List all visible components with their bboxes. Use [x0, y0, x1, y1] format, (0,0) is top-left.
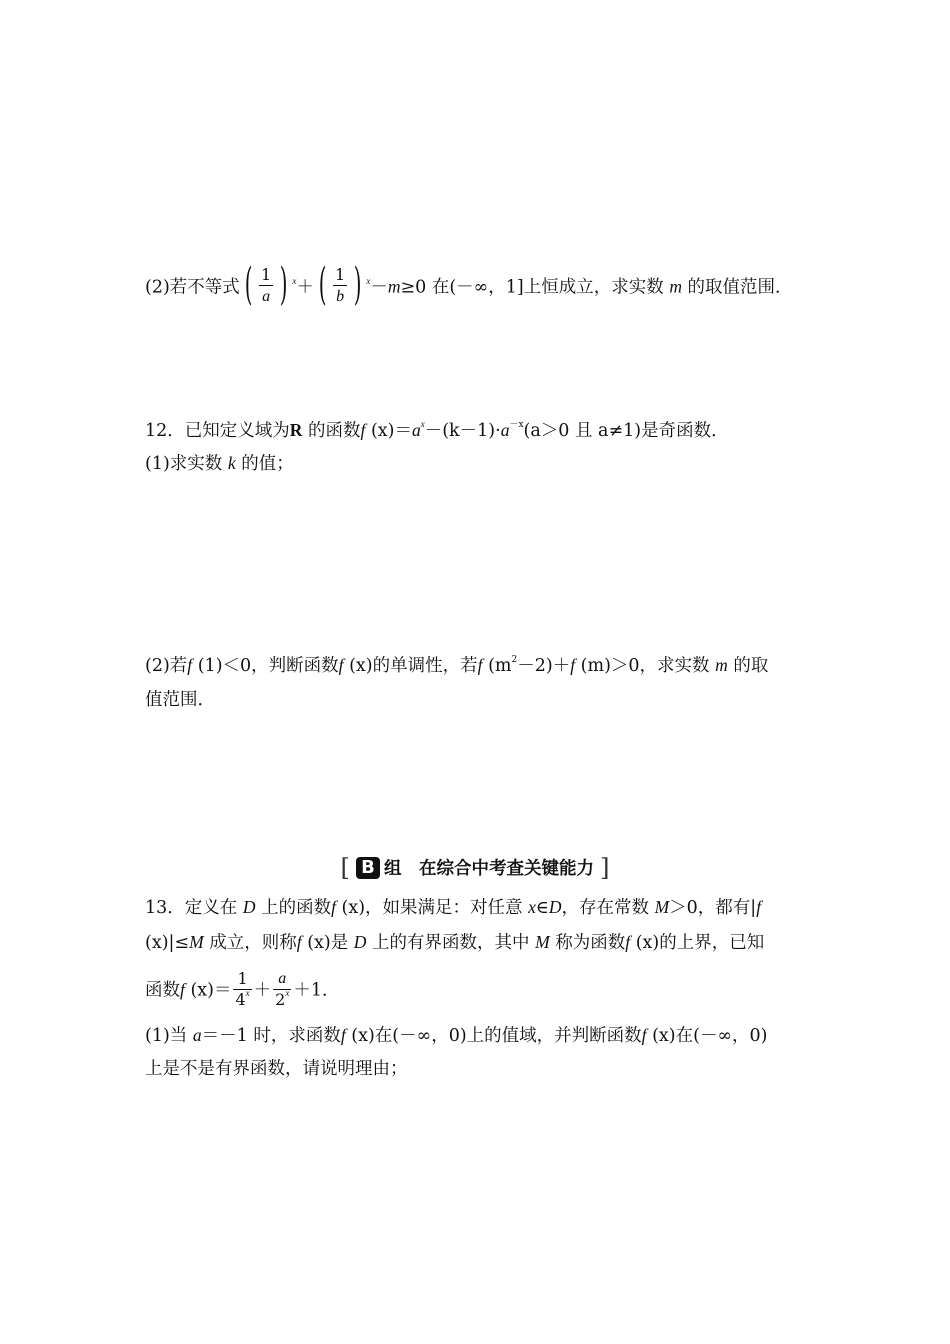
frac-den [333, 286, 347, 307]
text: ＋1． [293, 980, 340, 1001]
left-paren: ( [244, 259, 253, 310]
set-R: R [289, 420, 303, 440]
text: (m [482, 656, 512, 676]
frac-den-base: 2 [275, 990, 286, 1009]
text: (x)的单调性，若 [343, 656, 478, 676]
right-paren: ) [353, 259, 362, 310]
text: (2)若 [145, 656, 188, 676]
text: ＞0，都有| [669, 898, 757, 918]
q12-part1-post: 的值； [241, 454, 294, 474]
text: 值范围． [145, 690, 215, 710]
fraction-1-over-a [259, 265, 273, 307]
q12-statement [145, 417, 729, 444]
text: －2)＋ [517, 656, 571, 676]
text: 上是不是有界函数，请说明理由； [145, 1059, 408, 1079]
q13-line2 [145, 929, 764, 956]
var-k: k [227, 453, 236, 473]
text: 的取 [733, 656, 769, 676]
text: (x)在(－∞，0)上的值域，并判断函数 [345, 1026, 642, 1046]
q12-part2-line1 [145, 652, 768, 679]
text: ＝－1 时，求函数 [201, 1026, 341, 1046]
var-D: D [242, 897, 256, 917]
section-header [0, 852, 950, 880]
left-bracket: [ [340, 854, 350, 882]
text: (x)＝ [184, 980, 232, 1001]
q13-line1 [145, 894, 761, 921]
q12-part2-line2 [145, 687, 215, 713]
q13-part1-line1 [145, 1022, 768, 1049]
text: 上的有界函数，其中 [372, 933, 530, 953]
exponent: x [245, 987, 250, 998]
var-m: m [669, 276, 682, 297]
plus: ＋ [253, 980, 272, 1001]
fraction-1-over-4x [233, 969, 251, 1010]
right-paren: ) [279, 259, 288, 310]
func-f: f [756, 897, 762, 917]
var-M: M [535, 932, 550, 952]
fraction-a-over-2x [273, 968, 291, 1010]
plus: ＋ [296, 277, 314, 298]
text: ，存在常数 [561, 898, 650, 918]
exponent: －x [509, 420, 524, 430]
func-f: f [338, 655, 344, 675]
q11-part2 [145, 259, 793, 310]
fraction-1-over-b [333, 265, 347, 307]
q12-part1 [145, 450, 294, 477]
frac-den [273, 990, 291, 1010]
exponent: x [285, 988, 290, 998]
frac-den-var: b [336, 288, 345, 305]
var-m: m [387, 276, 401, 297]
q11-part2-suffix: ≥0 在(－∞，1]上恒成立，求实数 [400, 277, 664, 298]
text: (x)在(－∞，0) [646, 1026, 768, 1046]
text: (1)当 [145, 1026, 188, 1046]
text: 上的函数 [261, 898, 332, 918]
func-f: f [625, 932, 631, 952]
q12-lead: 12．已知定义域为 [145, 421, 290, 441]
func-f: f [641, 1025, 647, 1045]
q12-expr2: －(k－1)· [424, 421, 501, 441]
var-m: m [715, 655, 728, 675]
right-bracket: ] [600, 854, 610, 882]
func-f: f [296, 932, 302, 952]
var-a: a [192, 1025, 202, 1045]
text: 函数 [145, 980, 180, 1001]
text: (1)＜0，判断函数 [192, 656, 339, 676]
minus: － [370, 277, 388, 298]
text: 成立，则称 [209, 933, 297, 953]
var-D: D [548, 897, 562, 917]
text: 称为函数 [555, 933, 626, 953]
var-D: D [353, 932, 367, 952]
text: (x)是 [301, 933, 349, 953]
func-f: f [477, 655, 483, 675]
func-f: f [340, 1025, 346, 1045]
func-f: f [570, 655, 576, 675]
q12-expr3: (a＞0 且 a≠1)是奇函数． [523, 421, 729, 441]
func-f: f [331, 897, 336, 917]
q12-expr1: (x)＝ [365, 421, 412, 441]
func-f: f [187, 655, 193, 675]
text: 13．定义在 [145, 898, 238, 918]
q12-part1-pre: (1)求实数 [145, 454, 223, 474]
text: (x)，如果满足：对任意 [335, 898, 523, 918]
exponent: x [292, 275, 297, 286]
q11-part2-prefix: (2)若不等式 [145, 277, 240, 298]
q11-part2-suffix2: 的取值范围． [687, 277, 793, 298]
frac-num: 1 [233, 969, 251, 990]
var-x: x [528, 897, 536, 917]
frac-den-base: 4 [235, 989, 246, 1009]
var-M: M [189, 932, 204, 952]
var-a: a [411, 420, 421, 440]
var-M: M [654, 897, 670, 917]
text: ∈ [535, 898, 549, 918]
text: (x)|≤ [145, 933, 190, 953]
exponent: x [420, 419, 425, 429]
q13-part1-line2 [145, 1056, 408, 1082]
left-paren: ( [318, 259, 327, 310]
text: (x)的上界，已知 [630, 933, 765, 953]
frac-num-var: a [278, 970, 287, 987]
exponent: x [366, 275, 371, 286]
func-f: f [180, 979, 185, 1000]
frac-num: 1 [260, 265, 272, 284]
frac-num: 1 [335, 265, 346, 284]
frac-den [259, 286, 273, 307]
func-f: f [360, 420, 366, 440]
frac-den-var: a [262, 288, 271, 305]
q13-line3 [145, 970, 339, 1012]
text: (m)＞0，求实数 [575, 656, 710, 676]
section-title: 组 在综合中考查关键能力 [384, 859, 594, 879]
exponent: 2 [511, 655, 518, 665]
frac-num [273, 968, 291, 990]
var-a: a [500, 420, 510, 440]
group-b-badge: B [356, 857, 380, 879]
frac-den [233, 987, 251, 1010]
q12-mid: 的函数 [302, 421, 361, 441]
